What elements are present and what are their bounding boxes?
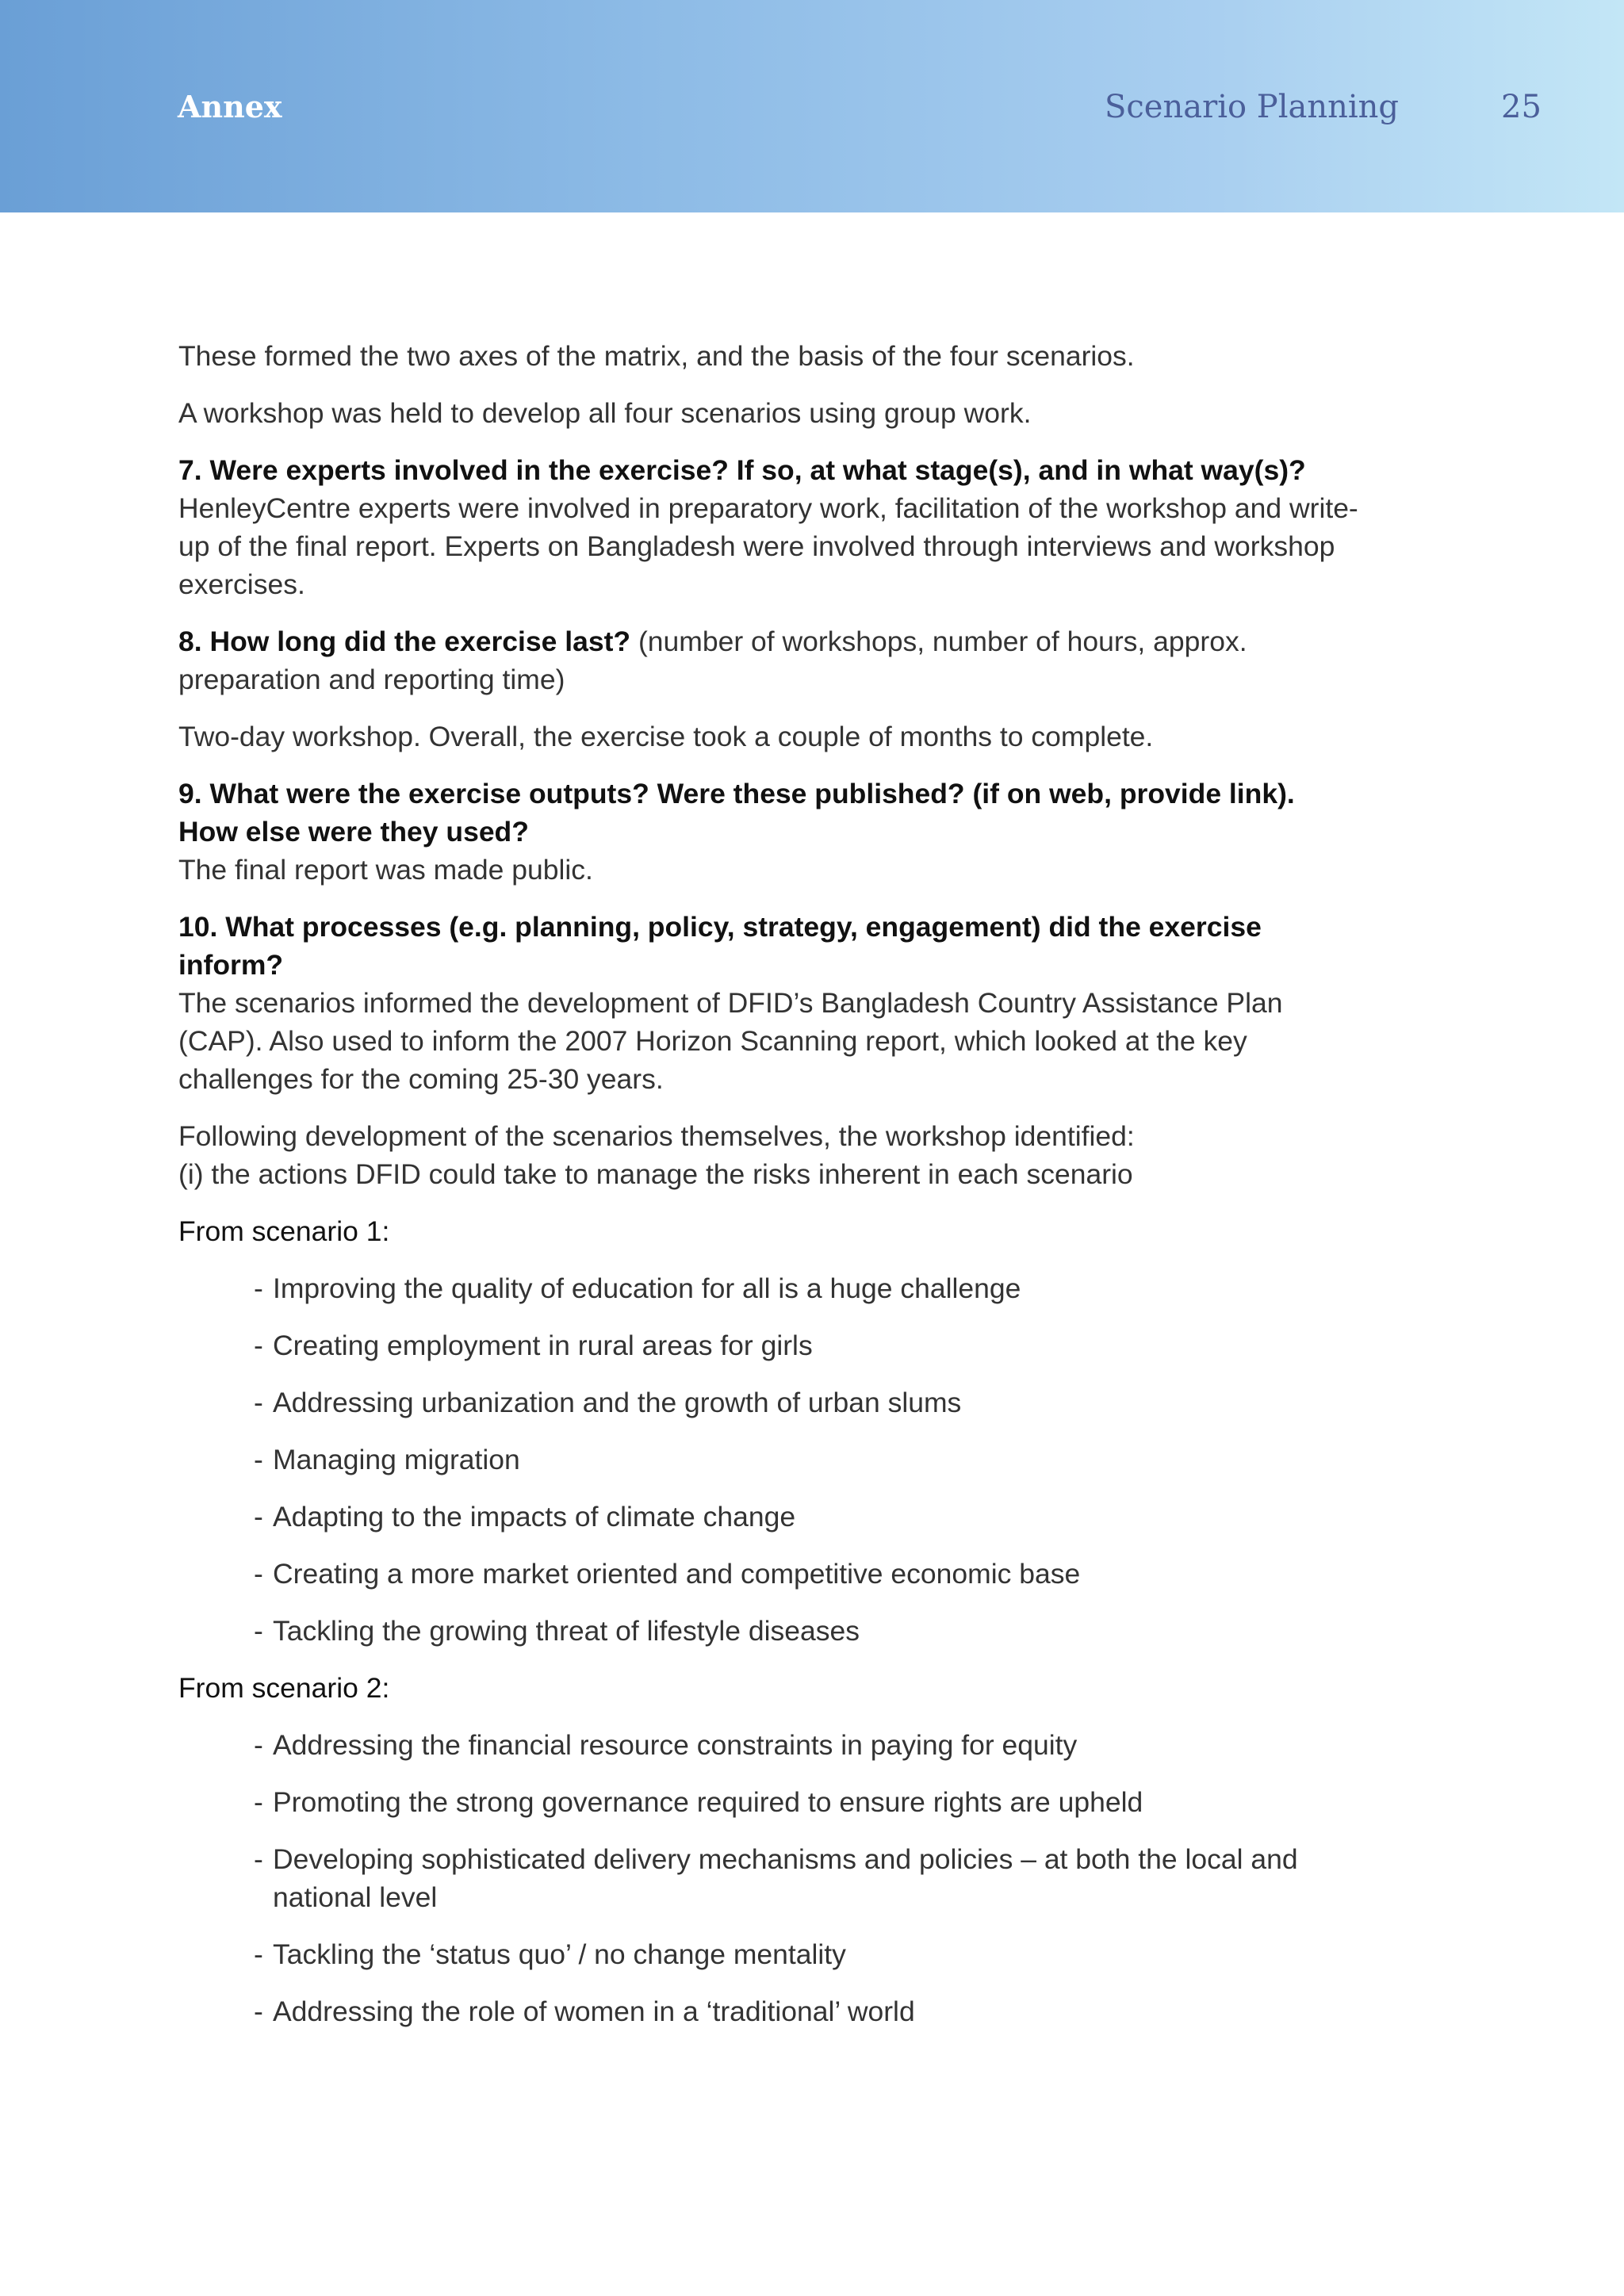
- bullet-dash: -: [254, 1996, 263, 2027]
- list-item: [254, 1783, 1368, 1821]
- list-item-text: Improving the quality of education for all is a huge challenge: [273, 1272, 1021, 1304]
- question-10-block: [178, 908, 1368, 1098]
- list-item: [254, 1612, 1368, 1650]
- bullet-dash: -: [254, 1558, 263, 1590]
- question-9-line1: 9. What were the exercise outputs? Were these published? (if on web, provide link).: [178, 778, 1295, 809]
- bullet-dash: -: [254, 1938, 263, 1970]
- list-item-text: Tackling the growing threat of lifestyle diseases: [273, 1615, 860, 1647]
- answer-10: The scenarios informed the development of DFID’s Bangladesh Country Assistance Plan (CAP). Also used to inform the 2007 Horizon Scanning report, which looked at the key challenges for the coming 25-30 years.: [178, 987, 1283, 1095]
- document-body: [178, 337, 1368, 2049]
- list-item-text: Addressing the role of women in a ‘traditional’ world: [273, 1996, 915, 2027]
- list-item-text: Managing migration: [273, 1444, 520, 1475]
- question-9-line2: How else were they used?: [178, 816, 529, 848]
- list-item: [254, 1935, 1368, 1973]
- question-9-block: [178, 775, 1368, 889]
- page-header-band: [0, 0, 1624, 212]
- scenario-2-list: [178, 1726, 1368, 2030]
- list-item-text: Addressing the financial resource constraints in paying for equity: [273, 1729, 1078, 1761]
- following-line-2: (i) the actions DFID could take to manage the risks inherent in each scenario: [178, 1158, 1133, 1190]
- list-item-text: Tackling the ‘status quo’ / no change mentality: [273, 1938, 846, 1970]
- answer-7: HenleyCentre experts were involved in preparatory work, facilitation of the workshop and write-up of the final report. Experts on Bangladesh were involved through interviews and workshop exercises.: [178, 492, 1358, 600]
- list-item-text: Creating a more market oriented and competitive economic base: [273, 1558, 1081, 1590]
- paragraph-axes: These formed the two axes of the matrix, and the basis of the four scenarios.: [178, 340, 1135, 372]
- list-item-text: Promoting the strong governance required to ensure rights are upheld: [273, 1786, 1143, 1818]
- bullet-dash: -: [254, 1615, 263, 1647]
- list-item-text: Creating employment in rural areas for girls: [273, 1330, 813, 1361]
- list-item: [254, 1441, 1368, 1479]
- header-section-label: Annex: [178, 89, 282, 124]
- question-8-block: [178, 622, 1368, 698]
- answer-9: The final report was made public.: [178, 854, 593, 886]
- question-8: 8. How long did the exercise last?: [178, 626, 631, 657]
- list-item-text: Adapting to the impacts of climate change: [273, 1501, 796, 1533]
- list-item-text: Addressing urbanization and the growth of urban slums: [273, 1387, 962, 1418]
- scenario-2-heading: From scenario 2:: [178, 1672, 390, 1704]
- scenario-1-list: [178, 1269, 1368, 1650]
- bullet-dash: -: [254, 1272, 263, 1304]
- following-paragraph: [178, 1117, 1368, 1193]
- list-item: [254, 1326, 1368, 1364]
- bullet-dash: -: [254, 1387, 263, 1418]
- header-title: Scenario Planning: [1105, 89, 1400, 125]
- bullet-dash: -: [254, 1444, 263, 1475]
- list-item: [254, 1726, 1368, 1764]
- list-item: [254, 1498, 1368, 1536]
- bullet-dash: -: [254, 1786, 263, 1818]
- list-item-text: Developing sophisticated delivery mechanisms and policies – at both the local and national level: [273, 1843, 1298, 1913]
- following-line-1: Following development of the scenarios themselves, the workshop identified:: [178, 1120, 1135, 1152]
- paragraph-workshop: A workshop was held to develop all four scenarios using group work.: [178, 397, 1032, 429]
- scenario-1-heading: From scenario 1:: [178, 1215, 390, 1247]
- list-item: [254, 1555, 1368, 1593]
- bullet-dash: -: [254, 1843, 263, 1875]
- list-item: [254, 1269, 1368, 1307]
- bullet-dash: -: [254, 1330, 263, 1361]
- bullet-dash: -: [254, 1729, 263, 1761]
- bullet-dash: -: [254, 1501, 263, 1533]
- list-item: [254, 1992, 1368, 2030]
- answer-8: Two-day workshop. Overall, the exercise took a couple of months to complete.: [178, 721, 1154, 752]
- question-7: 7. Were experts involved in the exercise? If so, at what stage(s), and in what way(s)?: [178, 454, 1306, 486]
- question-7-block: [178, 451, 1368, 603]
- question-10: 10. What processes (e.g. planning, policy, strategy, engagement) did the exercise inform?: [178, 911, 1262, 981]
- question-8-note: (number of workshops, number of hours, approx. preparation and reporting time): [178, 626, 1247, 695]
- page-number: 25: [1501, 89, 1542, 125]
- list-item: [254, 1383, 1368, 1422]
- list-item: [254, 1840, 1368, 1916]
